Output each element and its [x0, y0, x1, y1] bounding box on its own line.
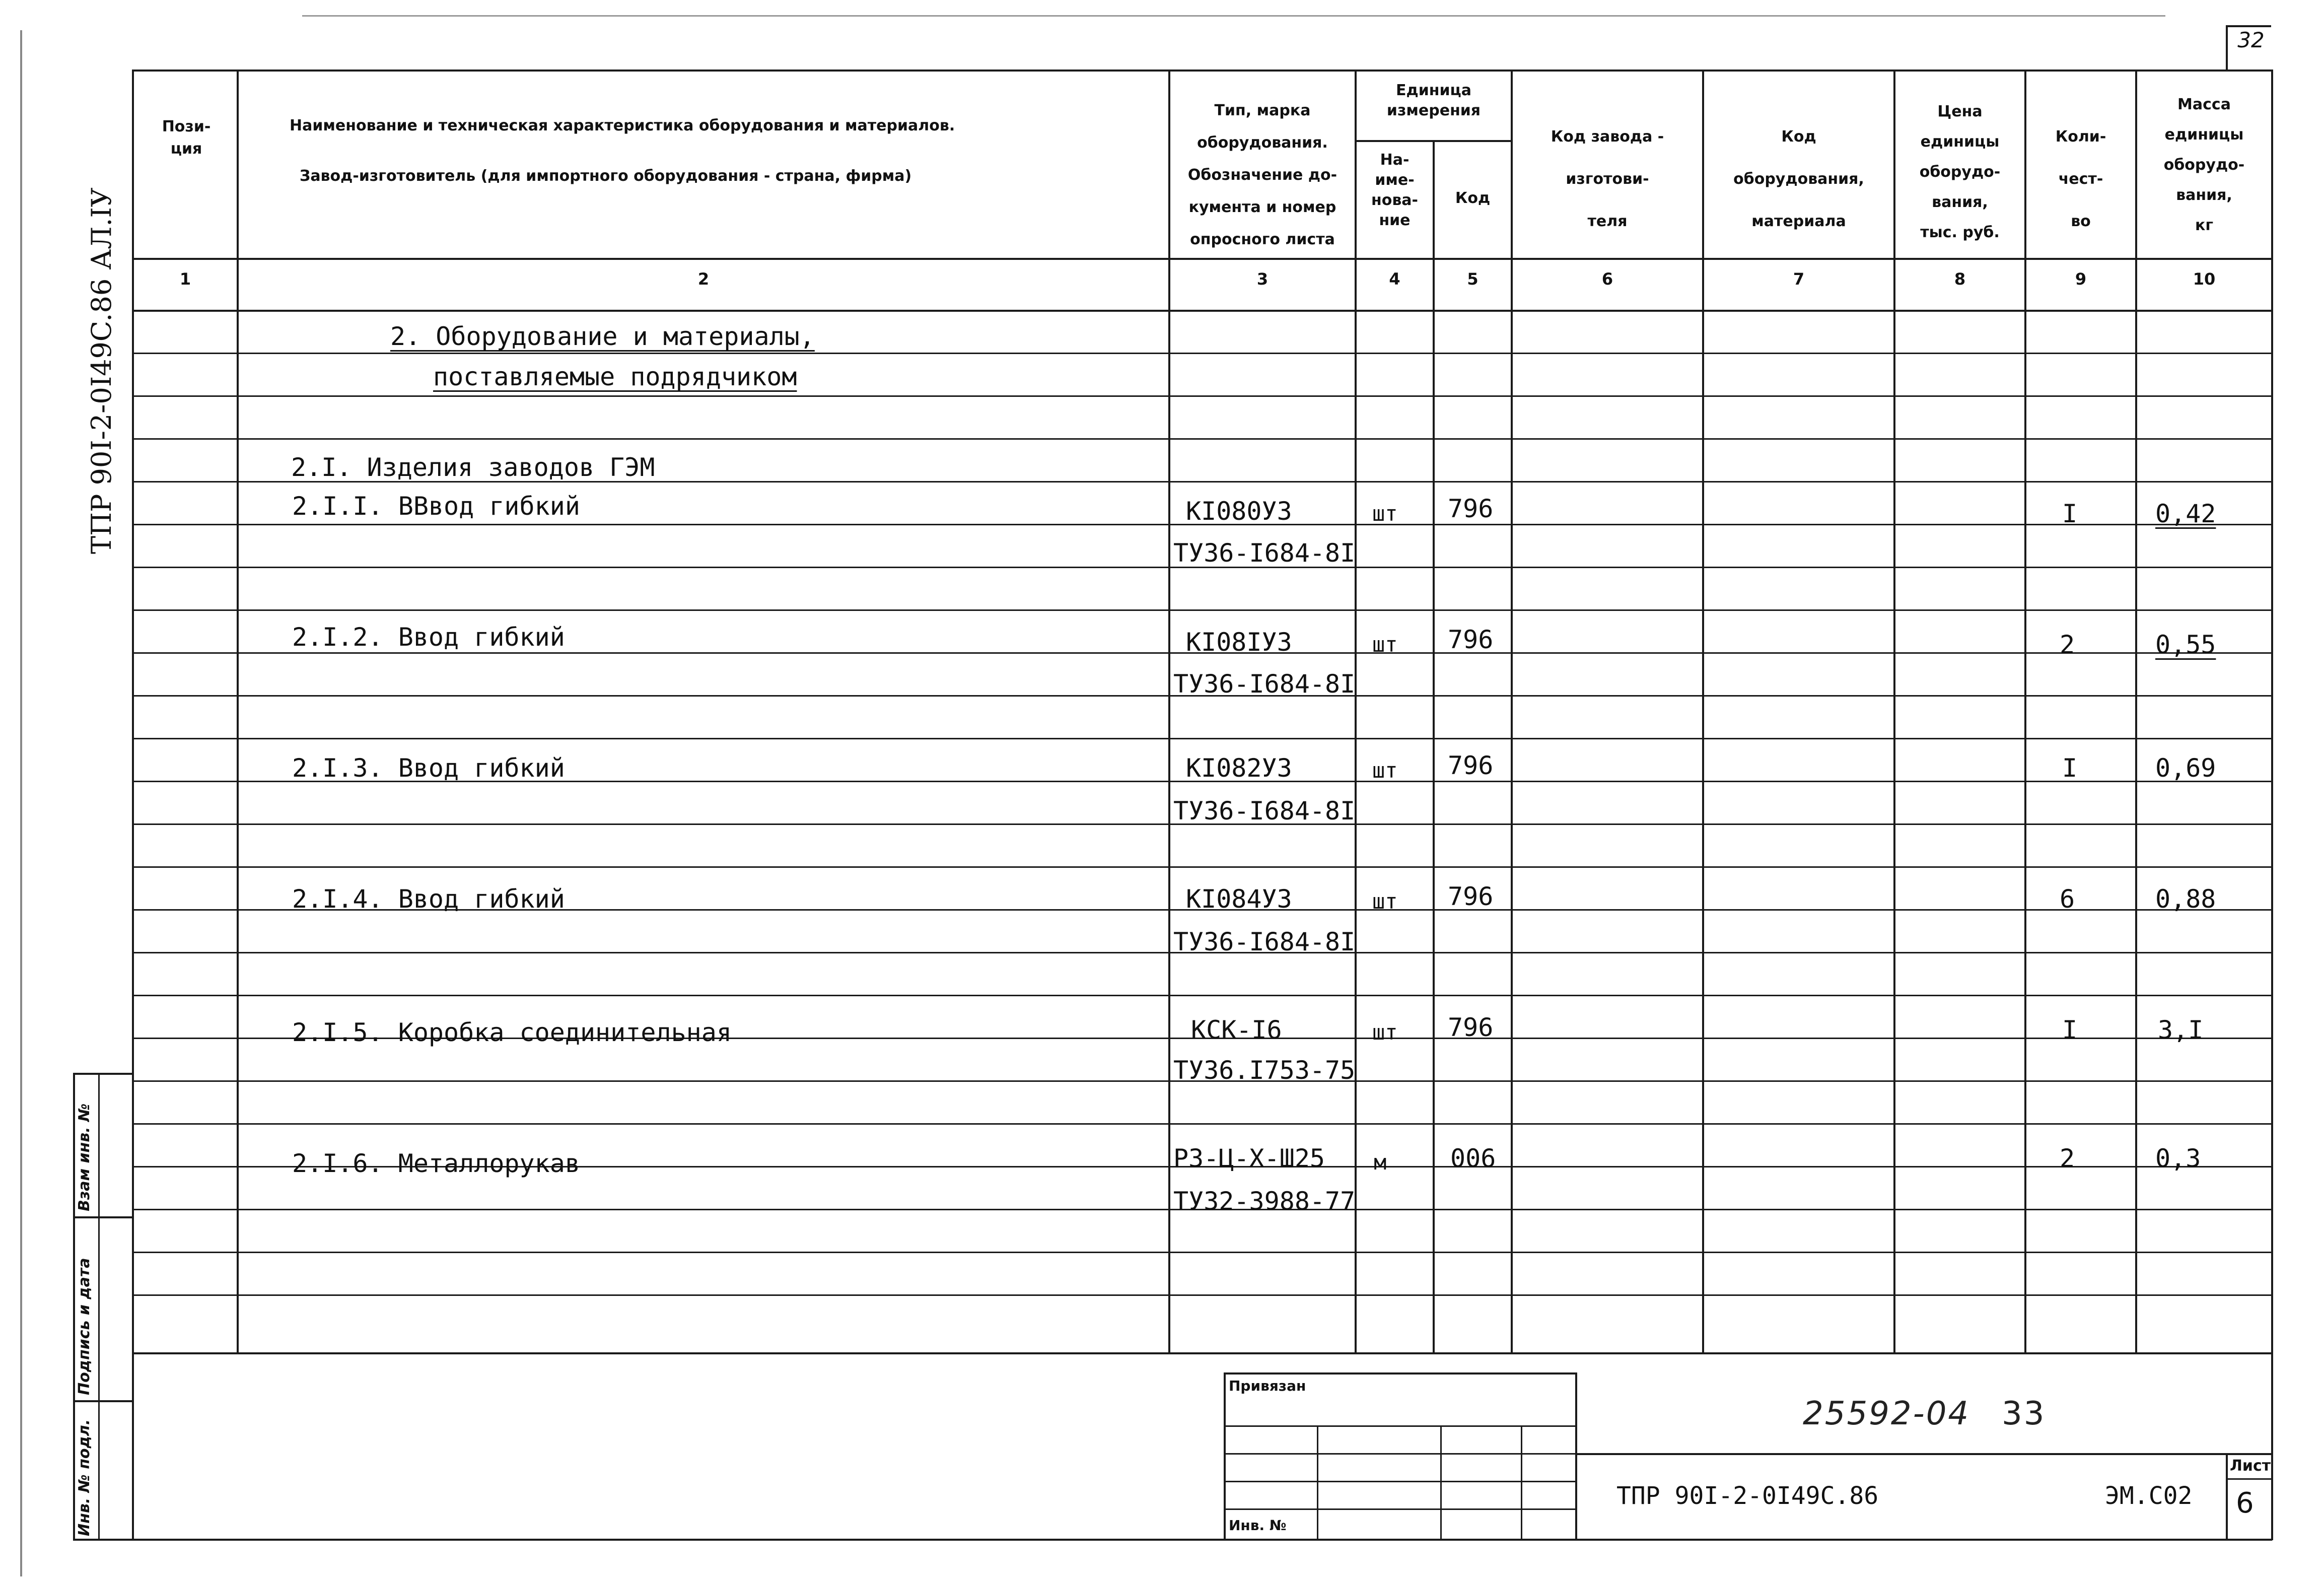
item-type: КI080У3 — [1186, 497, 1292, 526]
item-code: 796 — [1448, 1013, 1494, 1042]
section-title: 2. Оборудование и материалы, — [390, 322, 815, 351]
item-unit: шт — [1372, 889, 1398, 914]
item-doc: ТУ36-I684-8I — [1173, 538, 1356, 568]
header-position: Пози- ция — [162, 118, 211, 158]
item-name: 2.I.I. ВВвод гибкий — [292, 492, 580, 521]
item-name: 2.I.2. Ввод гибкий — [292, 623, 565, 652]
col-number-8: 8 — [1954, 269, 1966, 289]
doc-code: ТПР 90I-2-0I49С.86 — [1616, 1482, 1879, 1510]
item-code: 796 — [1448, 751, 1494, 780]
item-mass: 0,69 — [2155, 753, 2216, 783]
item-name: 2.I.4. Ввод гибкий — [292, 884, 565, 914]
item-mass: 3,I — [2158, 1015, 2204, 1045]
doc-mark: ЭМ.С02 — [2105, 1482, 2193, 1510]
item-doc: ТУ36-I684-8I — [1173, 796, 1356, 826]
item-doc: ТУ36.I753-75 — [1173, 1056, 1356, 1085]
frame-left — [132, 70, 134, 1540]
header-unit-name: На- име- нова- ние — [1371, 151, 1419, 229]
item-mass: 0,88 — [2155, 884, 2216, 914]
item-qty: I — [2062, 1015, 2078, 1045]
col-number-2: 2 — [697, 269, 710, 289]
header-name-line1: Наименование и техническая характеристика оборудования и материалов. — [290, 117, 955, 134]
stamp-privyazan: Привязан — [1229, 1378, 1306, 1394]
item-mass: 0,42 — [2155, 499, 2216, 528]
header-factory-code: Код завода - изготови- теля — [1551, 128, 1664, 230]
item-type: КI082У3 — [1186, 753, 1292, 783]
frame-bottom — [132, 1539, 2272, 1541]
item-code: 796 — [1448, 882, 1494, 911]
stamp-original-inv: Инв. № подл. — [76, 1419, 93, 1536]
item-qty: I — [2062, 753, 2078, 783]
col-number-9: 9 — [2075, 269, 2087, 289]
frame-right — [2271, 70, 2273, 1540]
page-corner-number: 32 — [2237, 28, 2265, 52]
header-unit-code: Код — [1455, 189, 1491, 207]
section-subtitle: поставляемые подрядчиком — [433, 362, 797, 391]
col-number-3: 3 — [1256, 269, 1269, 289]
item-name: 2.I.6. Металлорукав — [292, 1149, 580, 1178]
header-name-line2: Завод-изготовитель (для импортного оборудования - страна, фирма) — [300, 167, 912, 185]
header-equipment-code: Код оборудования, материала — [1733, 128, 1864, 230]
item-type: КСК-I6 — [1191, 1015, 1282, 1045]
stamp-inv-no: Инв. № — [1229, 1517, 1287, 1534]
handwritten-sheet: 33 — [2002, 1395, 2046, 1432]
item-qty: 2 — [2060, 1144, 2075, 1173]
stamp-replace-inv: Взам инв. № — [76, 1103, 93, 1211]
item-unit: шт — [1372, 632, 1398, 657]
col-number-7: 7 — [1793, 269, 1805, 289]
item-doc: ТУ36-I684-8I — [1173, 927, 1356, 956]
item-doc: ТУ36-I684-8I — [1173, 669, 1356, 699]
col-number-1: 1 — [179, 269, 191, 289]
sheet-number: 6 — [2236, 1487, 2254, 1520]
frame-top — [132, 70, 2272, 72]
item-qty: I — [2062, 499, 2078, 528]
scan-edge-top — [302, 15, 2165, 17]
header-quantity: Коли- чест- во — [2055, 128, 2106, 230]
col-number-10: 10 — [2193, 269, 2216, 289]
item-unit: шт — [1372, 501, 1398, 526]
subsection-title: 2.I. Изделия заводов ГЭМ — [291, 453, 655, 482]
side-code: ТПР 90I-2-0I49C.86 АЛ.IУ — [86, 187, 117, 554]
header-price: Цена единицы оборудо- вания, тыс. руб. — [1919, 103, 2001, 241]
item-unit: м — [1374, 1150, 1387, 1175]
header-mass: Масса единицы оборудо- вания, кг — [2163, 96, 2245, 234]
col-number-6: 6 — [1601, 269, 1613, 289]
item-code: 796 — [1448, 625, 1494, 654]
sheet-label: Лист — [2230, 1457, 2271, 1475]
item-name: 2.I.5. Коробка соединительная — [292, 1018, 732, 1047]
header-unit-group: Единица измерения — [1386, 82, 1481, 119]
header-type: Тип, марка оборудования. Обозначение до- кумента и номер опросного листа — [1187, 102, 1337, 248]
item-qty: 2 — [2060, 630, 2075, 659]
item-code: 796 — [1448, 494, 1494, 523]
item-mass: 0,3 — [2155, 1144, 2201, 1173]
item-type: КI08IУ3 — [1186, 628, 1292, 657]
item-type: КI084У3 — [1186, 884, 1292, 914]
item-name: 2.I.3. Ввод гибкий — [292, 753, 565, 783]
stamp-signature-date: Подпись и дата — [76, 1258, 93, 1395]
item-qty: 6 — [2060, 884, 2075, 914]
item-unit: шт — [1372, 1020, 1398, 1045]
page-edge — [20, 30, 22, 1576]
item-unit: шт — [1372, 758, 1398, 783]
item-type: Р3-Ц-Х-Ш25 — [1173, 1144, 1325, 1173]
item-code: 006 — [1450, 1144, 1496, 1173]
item-doc: ТУ32-3988-77 — [1173, 1187, 1356, 1216]
col-number-4: 4 — [1389, 269, 1400, 289]
handwritten-number: 25592-04 — [1803, 1395, 1970, 1432]
item-mass: 0,55 — [2155, 630, 2216, 659]
col-number-5: 5 — [1467, 269, 1478, 289]
